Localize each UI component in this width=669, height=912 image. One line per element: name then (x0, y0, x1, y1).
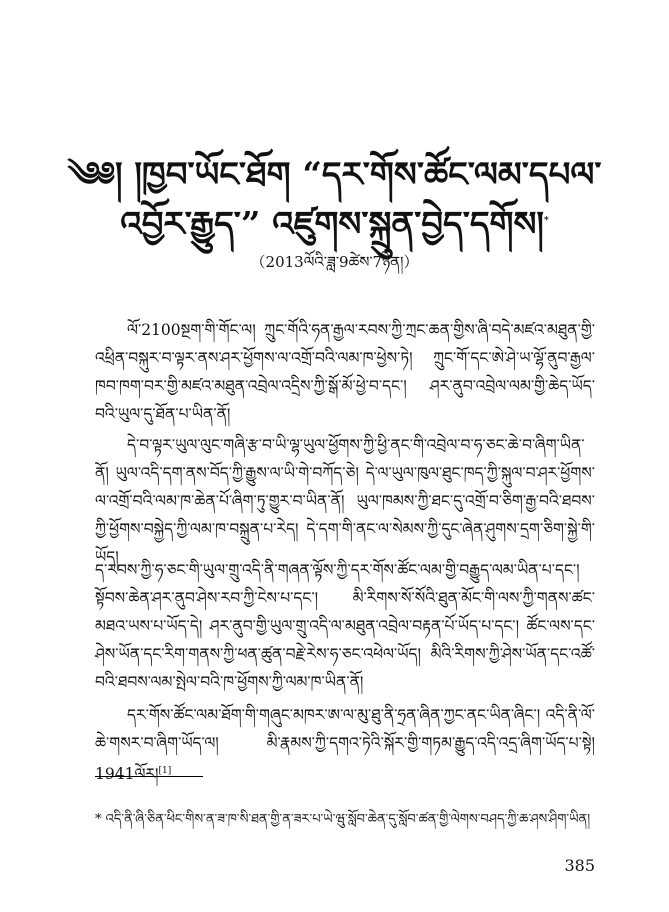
footnote-text: འདི་ནི་ཞི་ཅིན་ཕིང་གིས་ན་ཟ་ཁ་སི་ཐན་གྱི་ན་ཟར་པ་ཡེ་ཝུ་སློབ་ཆེན་དུ་སློབ་ཚན་གྱི་ལེགས་བཤད་ཀྱི་ཆ་ཤས་ཤིག་ཡིན། (105, 812, 591, 827)
footnote-mark: * (95, 812, 102, 827)
paragraph-4-text: དར་གོས་ཚོང་ལམ་ཐོག་གི་གཞུང་མཁར་ཨ་ལ་མུ་ཐུ་ནི་ཧྲན་ཞིན་ཀྱང་ནང་ཡིན་ཞིང་། འདི་ནི་ལོ་ཆེ་གསར་བ་ཞིག་ཡོད་ལ། མི་རྣམས་ཀྱི་དགའ་ཏེའི་སྐོར་གྱི་གཏམ་རྒྱུད་འདི་འདྲ་ཞིག་ཡོད་པ་སྟེ། 1941ལོར། (95, 705, 595, 783)
footnote (95, 804, 615, 841)
page-number: 385 (564, 856, 595, 875)
article-title (60, 152, 609, 247)
body-paragraph-1: ལོ་2100སྔག་གི་གོང་ལ། ཀྲུང་གོའི་ཧན་རྒྱལ་རབས་ཀྱི་ཀྲང་ཆན་གྱིས་ཞི་བདེ་མཛའ་མཐུན་གྱི་འཕྲིན་བསྐུར་བ་ལྟར་ནས་ཤར་ཕྱོགས་ལ་འགྲོ་བའི་ལམ་ཁ་ཕྱེས་ཏེ། ཀྲུང་གོ་དང་ཨེ་ཤེ་ཡ་ལྷོ་ནུབ་རྒྱལ་ཁབ་ཁག་བར་གྱི་མཛའ་མཐུན་འབྲེལ་འདྲིས་ཀྱི་སྒོ་མོ་ཕྱེ་བ་དང་། ཤར་ནུབ་འབྲེལ་ལམ་གྱི་ཆེད་ཡོད་བའི་ཡུལ་དུ་ཐོན་པ་ཡིན་ནོ། (95, 320, 595, 423)
body-paragraph-2: དེ་བ་ལྟར་ཡུལ་ལུང་གཞི་རྩ་བ་ཡི་ལྷ་ཡུལ་ཕྱོགས་ཀྱི་ཕྱི་ནང་གི་འབྲེལ་བ་ཧ་ཅང་ཆེ་བ་ཞིག་ཡིན་ནོ། ཡུལ་འདི་དག་ནས་བོད་ཀྱི་རྒྱུས་ལ་ཡི་གེ་བཀོད་ཅེ། དེ་ལ་ཡུལ་ཁུལ་ཐུང་ཁད་ཀྱི་སྐུལ་བ་ཤར་ཕྱོགས་ལ་འགྲོ་བའི་ལམ་ཁ་ཆེན་པོ་ཞིག་ཏུ་གྱུར་བ་ཡིན་ནོ། ཡུལ་ཁམས་ཀྱི་ཐང་དུ་འགྲོ་བ་ཅིག་རྒྱ་བའི་ཐབས་ཀྱི་ཕྱོགས་བསྐྱེད་ཀྱི་ལམ་ཁ་བསྐྲུན་པ་རེད། དེ་དག་གི་ནང་ལ་སེམས་ཀྱི་དུང་ཞེན་ཤུགས་དྲག་ཅིག་སྐྱེ་གི་ཡོད། (95, 435, 595, 566)
title-text: ༄༅། །ཁྱབ་ཡོང་ཐོག “དར་གོས་ཚོང་ལམ་དཔལ་འབྱོར་རྒྱུད་” འཛུགས་སྐྲུན་བྱེད་དགོས། (67, 155, 602, 245)
body-paragraph-4 (95, 701, 595, 788)
body-paragraph-3: ད་རབས་ཀྱི་ཧ་ཅང་གི་ཡུལ་གྲུ་འདི་ནི་གཞན་ལྟོས་ཀྱི་དར་གོས་ཚོང་ལམ་གྱི་བརྒྱུད་ལམ་ཡིན་པ་དང་། སྟོབས་ཆེན་ཤར་ནུབ་ཤེས་རབ་ཀྱི་ངེས་པ་དང་། མི་རིགས་སོ་སོའི་ཐུན་མོང་གི་ལས་ཀྱི་གནས་ཚང་མཐའ་ཡས་པ་ཡོད་དེ། ཤར་ནུབ་གྱི་ཡུལ་གྲུ་འདི་ལ་མཐུན་འབྲེལ་བརྟན་པོ་ཡོད་པ་དང་། ཚོང་ལས་དང་ཤེས་ཡོན་དང་རིག་གནས་ཀྱི་ཕན་ཚུན་བརྗེ་རེས་ཧ་ཅང་འཕེལ་ཡོད། མིའི་རིགས་ཀྱི་ཤེས་ཡོན་དང་འཚོ་བའི་ཐབས་ལམ་སྤེལ་བའི་ཁ་ཕྱོགས་ཀྱི་ལམ་ཁ་ཡིན་ནོ། (95, 560, 595, 691)
footnote-divider (95, 776, 203, 777)
footnote-reference: [1] (158, 765, 172, 776)
title-footnote-mark: * (543, 216, 549, 226)
article-date: （2013ལོའི་ཟླ་9ཚེས་7ཉིན།） (250, 253, 419, 271)
